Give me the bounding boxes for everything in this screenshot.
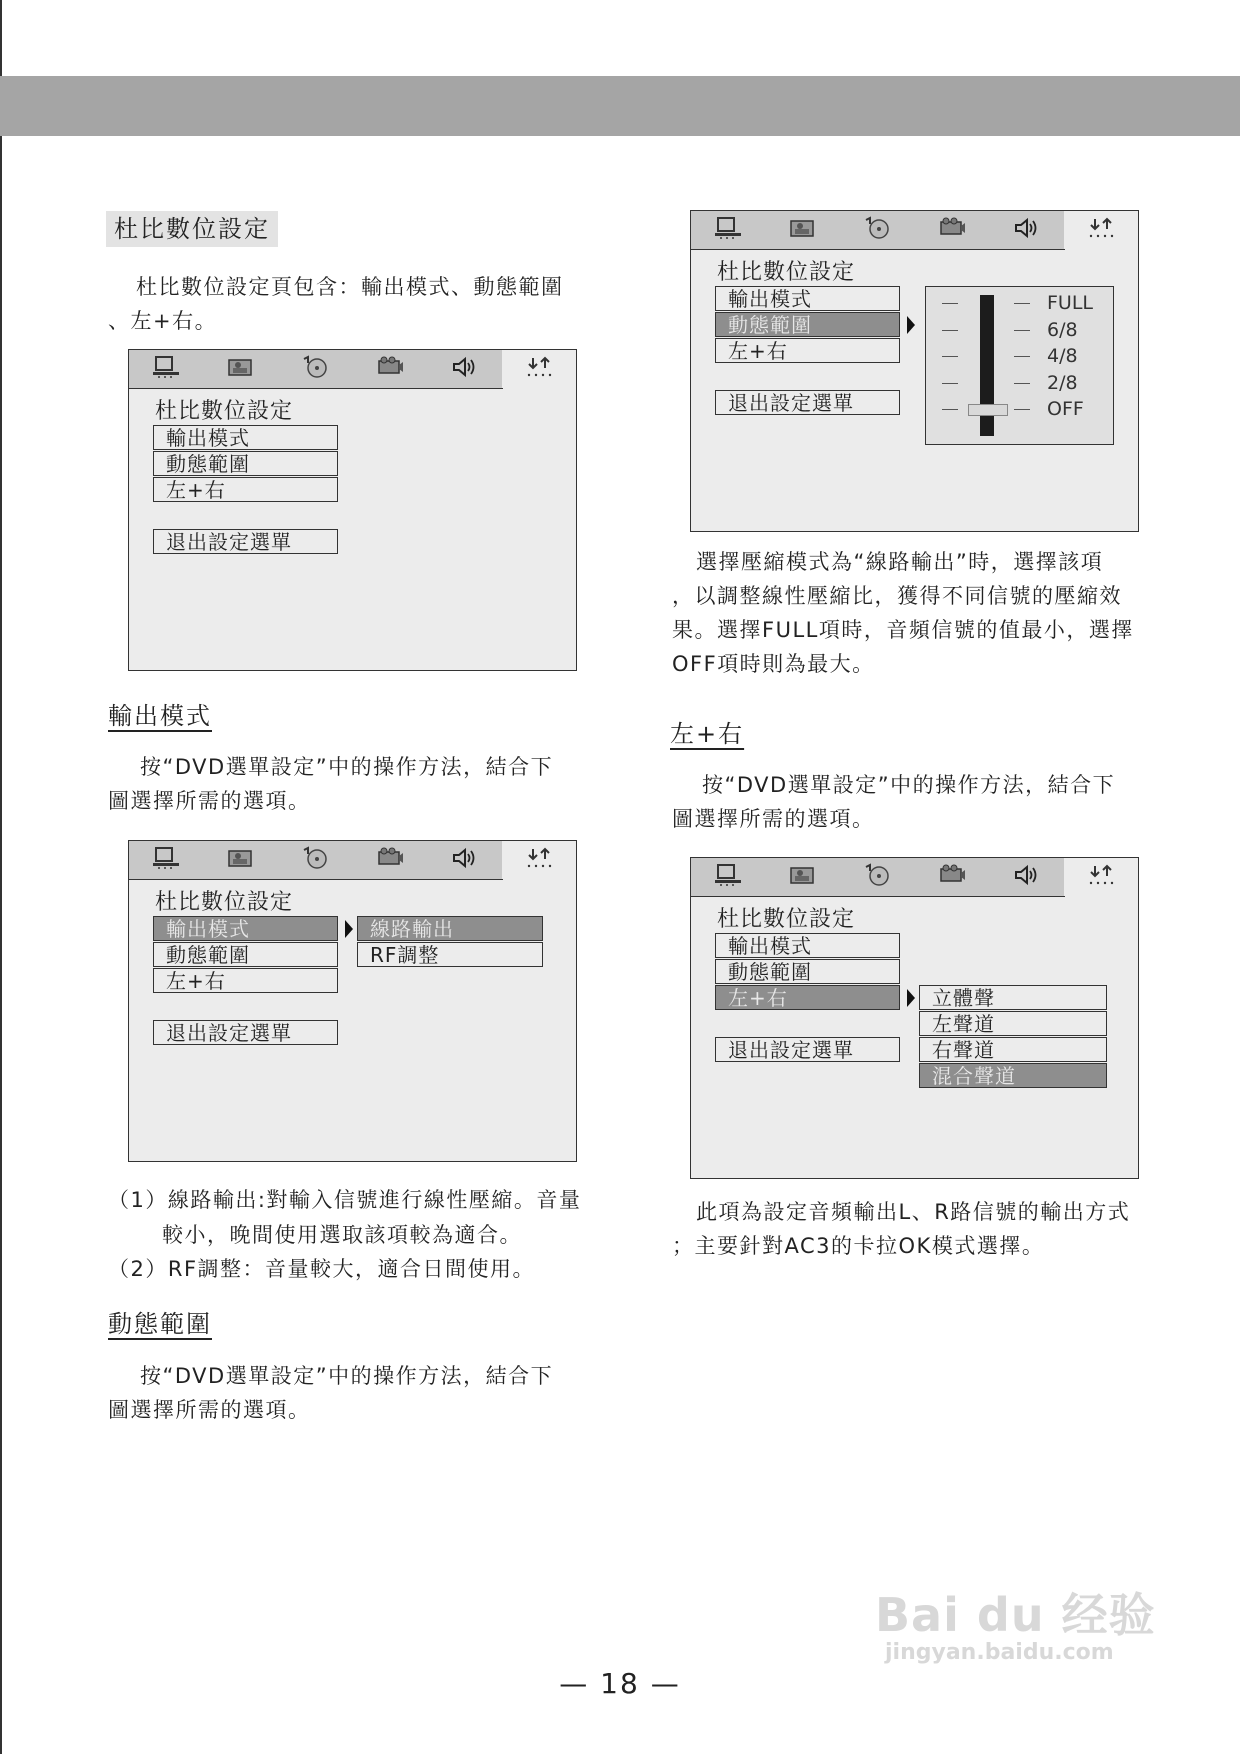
settings-tab-bar — [691, 858, 1138, 896]
photo-icon — [788, 863, 818, 891]
tick-mark — [942, 356, 958, 357]
output-mode-text-1: 按“DVD選單設定”中的操作方法，結合下 — [140, 755, 554, 779]
exit-menu-item[interactable]: 退出設定選單 — [153, 529, 338, 554]
tab-video[interactable] — [353, 841, 429, 880]
tab-speaker[interactable] — [427, 350, 503, 389]
tab-monitor[interactable] — [129, 841, 205, 880]
monitor-icon — [151, 846, 181, 874]
tab-video[interactable] — [915, 858, 991, 897]
panel-title: 杜比數位設定 — [717, 260, 856, 285]
output-mode-option[interactable]: RF調整 — [357, 942, 543, 967]
lr-desc-1: 此項為設定音頻輸出L、R路信號的輸出方式 — [696, 1200, 1131, 1224]
panel-title: 杜比數位設定 — [155, 890, 294, 915]
header-band — [0, 76, 1240, 136]
settings-tab-bar — [129, 841, 576, 879]
watermark-logo: Bai du 经验 — [875, 1588, 1156, 1642]
menu-item[interactable]: 動態範圍 — [715, 959, 900, 984]
channel-option[interactable]: 右聲道 — [919, 1037, 1107, 1062]
menu-item[interactable]: 輸出模式 — [715, 286, 900, 311]
channel-option[interactable]: 立體聲 — [919, 985, 1107, 1010]
baidu-watermark — [875, 1590, 1156, 1666]
submenu-arrow-icon — [907, 989, 915, 1007]
output-mode-text-2: 圖選擇所需的選項。 — [108, 789, 311, 813]
tick-mark — [1014, 409, 1030, 410]
exit-menu-item[interactable]: 退出設定選單 — [715, 390, 900, 415]
arrows-icon — [524, 355, 554, 383]
submenu-arrow-icon — [907, 316, 915, 334]
tab-photo[interactable] — [204, 350, 280, 389]
tab-photo[interactable] — [204, 841, 280, 880]
video-icon — [375, 846, 405, 874]
watermark-url: jingyan.baidu.com — [885, 1640, 1114, 1665]
photo-icon — [226, 355, 256, 383]
output-mode-option[interactable]: 線路輸出 — [357, 916, 543, 941]
speaker-icon — [449, 846, 479, 874]
heading-left-right: 左+右 — [670, 720, 745, 748]
page-number-value: 18 — [600, 1667, 640, 1700]
channel-option[interactable]: 左聲道 — [919, 1011, 1107, 1036]
arrows-icon — [1086, 863, 1116, 891]
dr-desc-4: OFF項時則為最大。 — [672, 652, 875, 676]
tick-mark — [942, 303, 958, 304]
page-edge-line — [0, 0, 2, 1754]
video-icon — [375, 355, 405, 383]
output-note-1: （1）線路輸出:對輸入信號進行線性壓縮。音量 — [108, 1188, 582, 1212]
lr-text-1: 按“DVD選單設定”中的操作方法，結合下 — [702, 773, 1116, 797]
menu-panel-left-right — [690, 857, 1139, 1179]
menu-item[interactable]: 左+右 — [153, 477, 338, 502]
disc-icon — [300, 355, 330, 383]
tick-mark — [942, 383, 958, 384]
output-note-2: 較小，晚間使用選取該項較為適合。 — [162, 1223, 522, 1247]
tick-mark — [942, 330, 958, 331]
settings-tab-bar — [129, 350, 576, 388]
panel-title: 杜比數位設定 — [155, 399, 294, 424]
tab-arrows[interactable] — [502, 350, 577, 388]
photo-icon — [788, 216, 818, 244]
menu-panel-output-mode — [128, 840, 577, 1162]
heading-dynamic-range: 動態範圍 — [108, 1310, 212, 1338]
settings-tab-bar — [691, 211, 1138, 249]
photo-icon — [226, 846, 256, 874]
tab-monitor[interactable] — [691, 858, 767, 897]
intro-line-2: 、左+右。 — [108, 309, 218, 333]
dynamic-range-text-1: 按“DVD選單設定”中的操作方法，結合下 — [140, 1364, 554, 1388]
monitor-icon — [713, 863, 743, 891]
tick-mark — [1014, 383, 1030, 384]
tab-arrows[interactable] — [1064, 211, 1139, 249]
tab-arrows[interactable] — [1064, 858, 1139, 896]
channel-option[interactable]: 混合聲道 — [919, 1063, 1107, 1088]
page-number: — 18 — — [559, 1667, 681, 1700]
tab-speaker[interactable] — [989, 858, 1065, 897]
submenu-arrow-icon — [345, 920, 353, 938]
intro-line-1: 杜比數位設定頁包含：輸出模式、動態範圍 — [136, 275, 564, 299]
exit-menu-item[interactable]: 退出設定選單 — [715, 1037, 900, 1062]
tab-speaker[interactable] — [427, 841, 503, 880]
tick-mark — [1014, 356, 1030, 357]
arrows-icon — [1086, 216, 1116, 244]
menu-item[interactable]: 左+右 — [715, 338, 900, 363]
disc-icon — [862, 863, 892, 891]
dr-desc-2: ，以調整線性壓縮比，獲得不同信號的壓縮效 — [672, 584, 1122, 608]
menu-item[interactable]: 動態範圍 — [153, 451, 338, 476]
tab-disc[interactable] — [840, 211, 916, 250]
speaker-icon — [449, 355, 479, 383]
dr-desc-3: 果。選擇FULL項時，音頻信號的值最小，選擇 — [672, 618, 1134, 642]
menu-item[interactable]: 輸出模式 — [153, 916, 338, 941]
lr-desc-2: ；主要針對AC3的卡拉OK模式選擇。 — [672, 1234, 1045, 1258]
slider-knob[interactable] — [968, 404, 1008, 416]
tab-disc[interactable] — [278, 841, 354, 880]
tab-photo[interactable] — [766, 211, 842, 250]
level-label: 2/8 — [1047, 371, 1078, 394]
tab-monitor[interactable] — [691, 211, 767, 250]
output-note-3: （2）RF調整：音量較大，適合日間使用。 — [108, 1257, 536, 1281]
speaker-icon — [1011, 863, 1041, 891]
menu-panel-dynamic-range — [690, 210, 1139, 532]
level-label: OFF — [1047, 398, 1084, 420]
tab-disc[interactable] — [840, 858, 916, 897]
menu-item[interactable]: 左+右 — [715, 985, 900, 1010]
tick-mark — [1014, 303, 1030, 304]
monitor-icon — [713, 216, 743, 244]
dr-desc-1: 選擇壓縮模式為“線路輸出”時，選擇該項 — [696, 550, 1104, 574]
tab-video[interactable] — [915, 211, 991, 250]
monitor-icon — [151, 355, 181, 383]
page-title: 杜比數位設定 — [106, 211, 278, 247]
dynamic-range-text-2: 圖選擇所需的選項。 — [108, 1398, 311, 1422]
arrows-icon — [524, 846, 554, 874]
panel-title: 杜比數位設定 — [717, 907, 856, 932]
dynamic-range-slider[interactable] — [925, 286, 1114, 445]
disc-icon — [862, 216, 892, 244]
level-label: 4/8 — [1047, 345, 1078, 367]
lr-text-2: 圖選擇所需的選項。 — [672, 807, 875, 831]
tick-mark — [942, 409, 958, 410]
tick-mark — [1014, 330, 1030, 331]
disc-icon — [300, 846, 330, 874]
tab-photo[interactable] — [766, 858, 842, 897]
menu-item[interactable]: 左+右 — [153, 968, 338, 993]
tab-speaker[interactable] — [989, 211, 1065, 250]
menu-item[interactable]: 輸出模式 — [153, 425, 338, 450]
speaker-icon — [1011, 216, 1041, 244]
tab-disc[interactable] — [278, 350, 354, 389]
exit-menu-item[interactable]: 退出設定選單 — [153, 1020, 338, 1045]
heading-output-mode: 輸出模式 — [108, 702, 212, 730]
tab-video[interactable] — [353, 350, 429, 389]
menu-item[interactable]: 動態範圍 — [153, 942, 338, 967]
menu-item[interactable]: 動態範圍 — [715, 312, 900, 337]
menu-item[interactable]: 輸出模式 — [715, 933, 900, 958]
tab-monitor[interactable] — [129, 350, 205, 389]
level-label: 6/8 — [1047, 318, 1078, 341]
menu-panel-overview — [128, 349, 577, 671]
video-icon — [937, 216, 967, 244]
tab-arrows[interactable] — [502, 841, 577, 879]
level-label: FULL — [1047, 292, 1094, 314]
video-icon — [937, 863, 967, 891]
